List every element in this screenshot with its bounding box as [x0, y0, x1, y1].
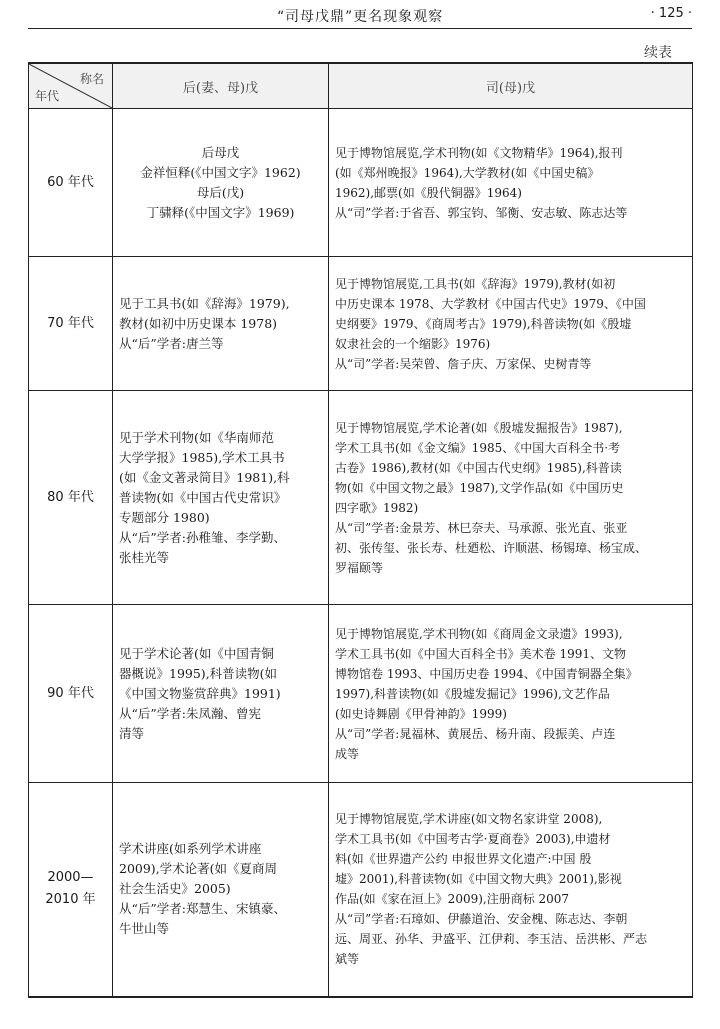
table-row	[29, 109, 693, 257]
text-line: 罗福颐等	[335, 560, 384, 575]
text-line: 奴隶社会的一个缩影》1976)	[335, 336, 491, 351]
text-line: 学术工具书(如《中国考古学·夏商卷》2003),申遗材	[335, 832, 611, 847]
text-line: 成等	[335, 746, 360, 761]
text-line: 从“后”学者:唐兰等	[119, 335, 224, 351]
era-line: 2010 年	[45, 892, 96, 908]
column-header-si: 司(母)戊	[329, 63, 693, 109]
text-line: 学术工具书(如《金文编》1985、《中国大百科全书·考	[335, 440, 621, 455]
si-cell	[329, 391, 693, 605]
text-line: 从“后”学者:孙稚雏、李学勤、	[119, 529, 286, 545]
table-row	[29, 391, 693, 605]
text-line: 物(如《中国文物之最》1987),文学作品(如《中国历史	[335, 480, 624, 495]
text-line: (如史诗舞剧《甲骨神韵》1999)	[335, 706, 507, 721]
era-cell: 70 年代	[29, 257, 113, 391]
era-cell: 80 年代	[29, 391, 113, 605]
text-line: 从“后”学者:朱凤瀚、曾宪	[119, 705, 261, 721]
text-line: 1962),邮票(如《殷代铜器》1964)	[335, 185, 522, 200]
header-name-label: 称名	[79, 72, 104, 86]
text-line: 料(如《世界遗产公约 申报世界文化遗产:中国 殷	[335, 852, 592, 867]
text-line: 见于学术论著(如《中国青铜	[119, 645, 274, 661]
text-line: 古卷》1986),教材(如《中国古代史纲》1985),科普读	[335, 460, 622, 475]
text-line: 学术讲座(如系列学术讲座	[119, 841, 262, 857]
text-line: 后母戊	[201, 144, 240, 160]
si-cell	[329, 783, 693, 997]
text-line: 张桂光等	[119, 549, 170, 565]
text-line: 见于博物馆展览,学术论著(如《殷墟发掘报告》1987),	[335, 420, 623, 435]
table-header-row	[29, 63, 693, 109]
text-line: 社会生活史》2005)	[119, 881, 231, 897]
text-line: 教材(如初中历史课本 1978)	[119, 315, 278, 331]
text-line: 见于学术刊物(如《华南师范	[119, 429, 274, 445]
column-header-hou: 后(妻、母)戊	[113, 63, 329, 109]
era-naming-table	[28, 62, 693, 998]
text-line: 学术工具书(如《中国大百科全书》美术卷 1991、文物	[335, 646, 627, 661]
text-line: 初、张传玺、张长寿、杜廼松、许顺湛、杨锡璋、杨宝成、	[335, 540, 648, 555]
table-row	[29, 257, 693, 391]
era-line: 2000—	[47, 870, 94, 886]
text-line: 从“司”学者:于省吾、郭宝钧、邹衡、安志敏、陈志达等	[335, 205, 628, 220]
text-line: 牛世山等	[119, 921, 170, 937]
text-line: 丁骕释(《中国文字》1969)	[146, 204, 295, 220]
running-header	[28, 0, 692, 29]
text-line: 1997),科普读物(如《殷墟发掘记》1996),文艺作品	[335, 686, 610, 701]
text-line: 《中国文物鉴赏辞典》1991)	[119, 685, 281, 701]
era-cell	[29, 783, 113, 997]
text-line: 博物馆卷 1993、中国历史卷 1994、《中国青铜器全集》	[335, 666, 638, 681]
text-line: 见于博物馆展览,学术刊物(如《文物精华》1964),报刊	[335, 145, 623, 160]
diagonal-header-cell	[29, 63, 113, 109]
text-line: 2009),学术论著(如《夏商周	[119, 861, 278, 877]
table-row	[29, 783, 693, 997]
si-cell	[329, 109, 693, 257]
text-line: 史纲要》1979、《商周考古》1979),科普读物(如《殷墟	[335, 316, 632, 331]
text-line: 四字歌》1982)	[335, 500, 419, 515]
text-line: 斌等	[335, 952, 360, 967]
hou-cell	[113, 391, 329, 605]
hou-cell	[113, 783, 329, 997]
text-line: 从“司”学者:金景芳、林巳奈夫、马承源、张光直、张亚	[335, 520, 628, 535]
text-line: 从“司”学者:晁福林、黄展岳、杨升南、段振美、卢连	[335, 726, 616, 741]
text-line: (如《金文著录简目》1981),科	[119, 469, 290, 485]
text-line: 从“司”学者:石璋如、伊藤道治、安金槐、陈志达、李朝	[335, 912, 628, 927]
continued-label: 续表	[644, 45, 672, 61]
table-row	[29, 605, 693, 783]
text-line: (如《郑州晚报》1964),大学教材(如《中国史稿》	[335, 165, 600, 180]
text-line: 作品(如《家在洹上》2009),注册商标 2007	[335, 892, 570, 907]
si-cell	[329, 257, 693, 391]
text-line: 见于工具书(如《辞海》1979),	[119, 295, 290, 311]
text-line: 中历史课本 1978、大学教材《中国古代史》1979、《中国	[335, 296, 646, 311]
text-line: 从“后”学者:郑慧生、宋镇豪、	[119, 901, 286, 917]
text-line: 墟》2001),科普读物(如《中国文物大典》2001),影视	[335, 872, 622, 887]
header-era-label: 年代	[35, 89, 60, 103]
page-number: · 125 ·	[650, 6, 692, 21]
text-line: 从“司”学者:吴荣曾、詹子庆、万家保、史树青等	[335, 356, 592, 371]
header-title: “司母戊鼎”更名现象观察	[276, 9, 444, 25]
text-line: 清等	[119, 725, 145, 741]
text-line: 大学学报》1985),学术工具书	[119, 449, 285, 465]
era-cell: 60 年代	[29, 109, 113, 257]
text-line: 器概说》1995),科普读物(如	[119, 665, 278, 681]
text-line: 母后(戊)	[196, 184, 245, 200]
text-line: 普读物(如《中国古代史常识》	[119, 489, 287, 505]
text-line: 远、周亚、孙华、尹盛平、江伊莉、李玉洁、岳洪彬、严志	[335, 932, 648, 947]
hou-cell	[113, 605, 329, 783]
si-cell	[329, 605, 693, 783]
text-line: 见于博物馆展览,学术讲座(如文物名家讲堂 2008),	[335, 812, 603, 827]
hou-cell	[113, 109, 329, 257]
text-line: 见于博物馆展览,学术刊物(如《商周金文录遗》1993),	[335, 626, 623, 641]
era-cell: 90 年代	[29, 605, 113, 783]
text-line: 专题部分 1980)	[119, 509, 210, 525]
text-line: 金祥恒释(《中国文字》1962)	[140, 164, 301, 180]
text-line: 见于博物馆展览,工具书(如《辞海》1979),教材(如初	[335, 276, 616, 291]
hou-cell	[113, 257, 329, 391]
